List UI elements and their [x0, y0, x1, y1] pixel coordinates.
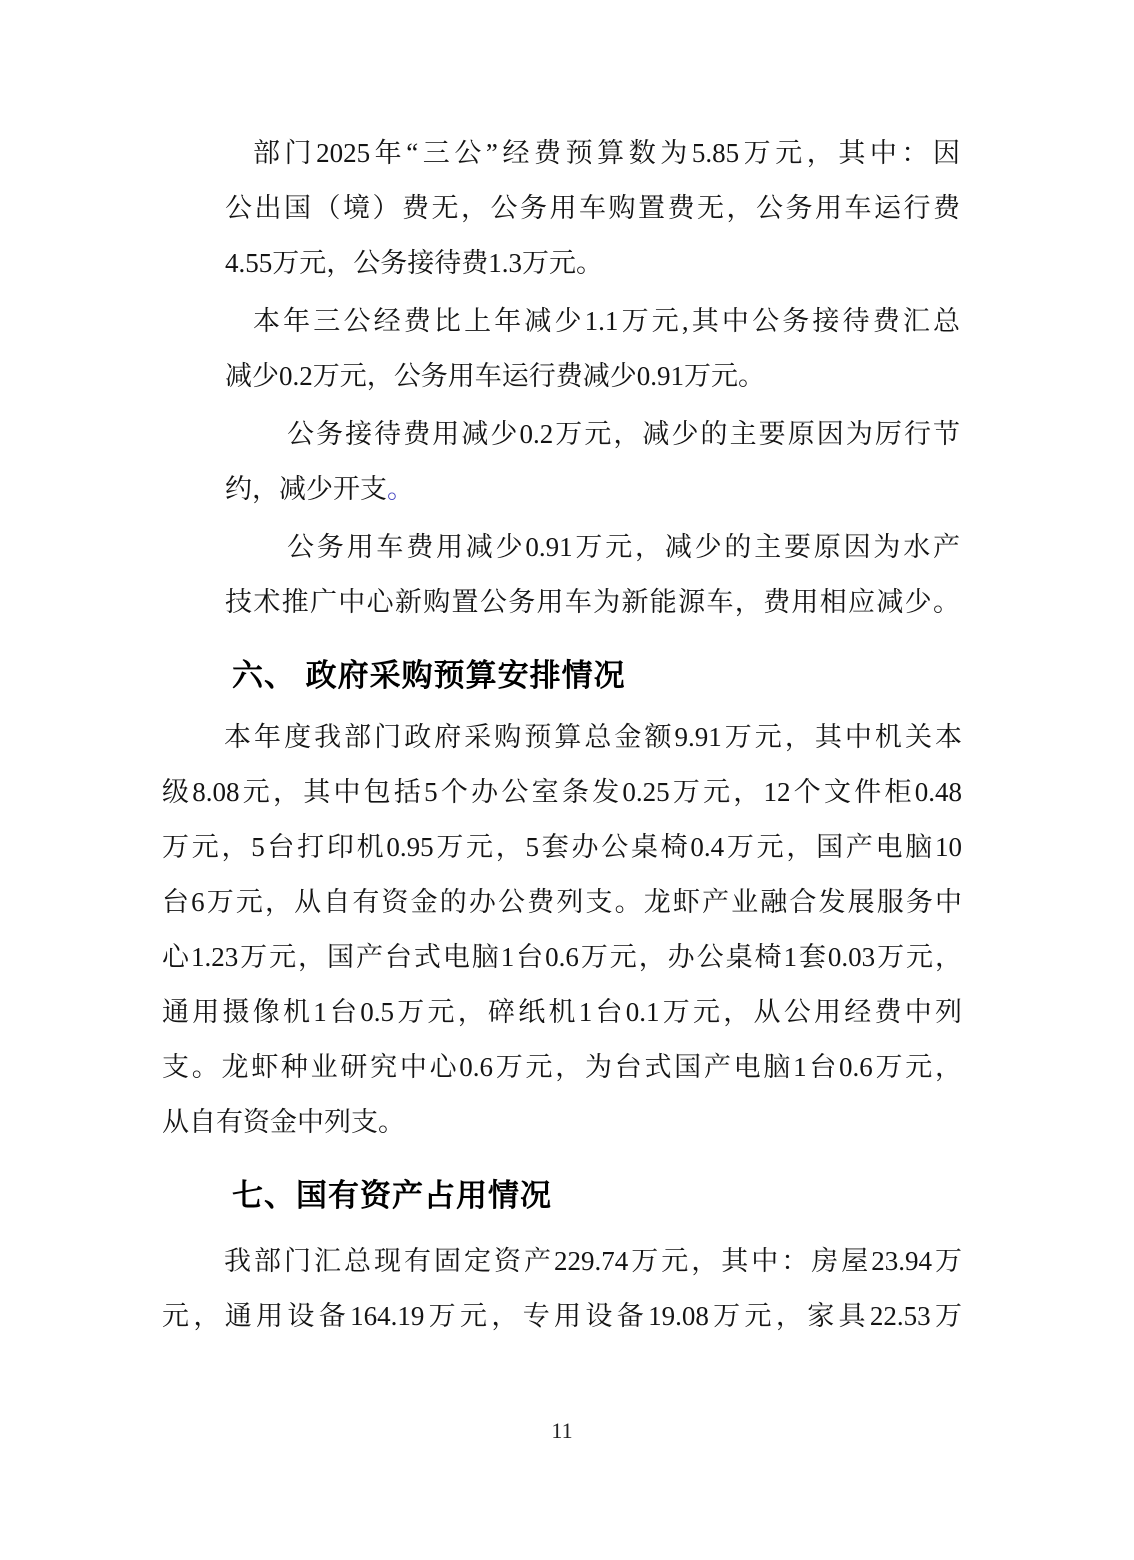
- text-line: 公务用车费用减少0.91万元，减少的主要原因为水产: [287, 532, 960, 562]
- page-content: [162, 126, 962, 1446]
- heading-section-7-state-assets: 七、国有资产占用情况: [232, 1178, 552, 1213]
- text-line: 万元，5台打印机0.95万元，5套办公桌椅0.4万元，国产电脑10: [162, 832, 962, 862]
- paragraph-vehicle-decrease: [225, 520, 960, 630]
- paragraph-budget-total: [225, 126, 960, 291]
- text-line: 4.55万元，公务接待费1.3万元。: [225, 248, 603, 278]
- text-line: 部门2025年“三公”经费预算数为5.85万元，其中：因: [253, 138, 960, 168]
- text-line: 台6万元，从自有资金的办公费列支。龙虾产业融合发展服务中: [162, 887, 962, 917]
- text-line: 心1.23万元，国产台式电脑1台0.6万元，办公桌椅1套0.03万元，: [162, 942, 962, 972]
- text-line: 公务接待费用减少0.2万元，减少的主要原因为厉行节: [287, 419, 960, 449]
- section-government-procurement: [162, 710, 962, 1150]
- heading-section-6-procurement: 六、 政府采购预算安排情况: [232, 658, 626, 693]
- section-three-public-funds: [225, 126, 960, 630]
- text-line: 级8.08元，其中包括5个办公室条发0.25万元，12个文件柜0.48: [162, 777, 962, 807]
- section-state-assets: [162, 1234, 962, 1344]
- blue-period: 。: [387, 474, 414, 504]
- text-line: 我部门汇总现有固定资产229.74万元，其中：房屋23.94万: [224, 1246, 962, 1276]
- text-line: 技术推广中心新购置公务用车为新能源车，费用相应减少。: [225, 587, 960, 617]
- text-line: 从自有资金中列支。: [162, 1107, 405, 1137]
- text-line: 本年度我部门政府采购预算总金额9.91万元，其中机关本: [224, 722, 962, 752]
- text-segment: 约，减少开支: [225, 474, 387, 504]
- text-line: 元，通用设备164.19万元，专用设备19.08万元，家具22.53万: [162, 1301, 962, 1331]
- text-line: [225, 462, 960, 517]
- paragraph-yearly-decrease: [225, 294, 960, 404]
- page-number: 11: [551, 1418, 573, 1443]
- text-line: 减少0.2万元，公务用车运行费减少0.91万元。: [225, 361, 765, 391]
- text-line: 支。龙虾种业研究中心0.6万元，为台式国产电脑1台0.6万元，: [162, 1052, 962, 1082]
- text-line: 通用摄像机1台0.5万元，碎纸机1台0.1万元，从公用经费中列: [162, 997, 962, 1027]
- paragraph-fixed-assets: [162, 1234, 962, 1344]
- text-line: 本年三公经费比上年减少1.1万元,其中公务接待费汇总: [253, 306, 960, 336]
- text-line: 公出国（境）费无，公务用车购置费无，公务用车运行费: [225, 193, 960, 223]
- paragraph-reception-decrease: [225, 407, 960, 517]
- paragraph-procurement-detail: [162, 710, 962, 1150]
